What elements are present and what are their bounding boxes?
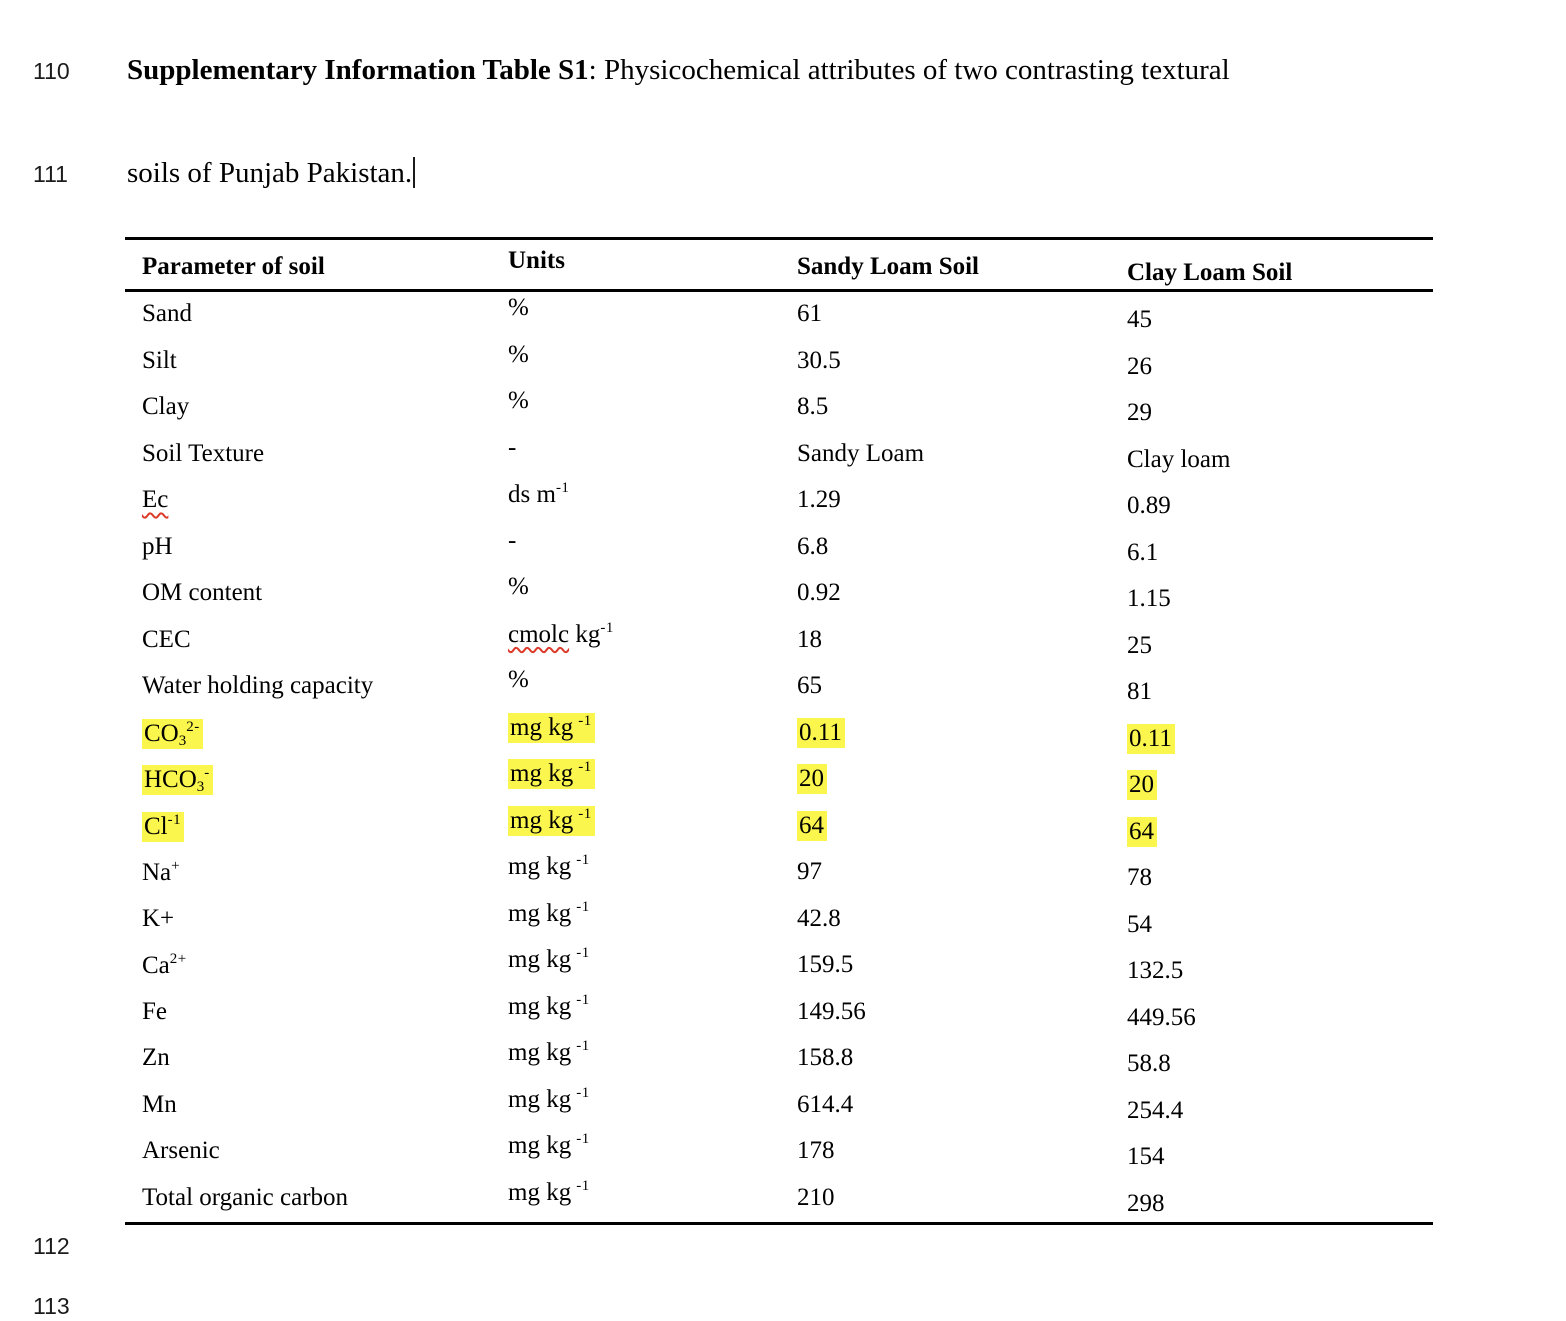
cell-units: mg kg $^{-1}$ [508, 852, 590, 880]
cell-sandy-loam-value: 61 [797, 300, 822, 327]
cell-clay-loam-value: 154 [1127, 1143, 1165, 1170]
cell-clay-loam-value: 6.1 [1127, 538, 1159, 566]
cell-clay-loam-value: 1.15 [1127, 585, 1171, 612]
cell-clay-loam-value: 58.8 [1127, 1050, 1171, 1077]
text-cursor [413, 157, 415, 188]
cell-units: % [508, 294, 529, 321]
soil-attributes-table [125, 237, 1433, 1225]
cell-sandy-loam-value: 30.5 [797, 346, 841, 374]
cell-units: mg kg $^{-1}$ [508, 1084, 590, 1113]
cell-units: mg kg $^{-1}$ [508, 705, 797, 752]
cell-clay-loam-value: 64 [1127, 810, 1433, 857]
line-number: 112 [33, 1233, 70, 1259]
column-header-clay-loam: Clay Loam Soil [1127, 259, 1293, 286]
table-body [125, 292, 1433, 1222]
line-number: 111 [33, 161, 68, 187]
cell-parameter: OM content [142, 579, 263, 606]
cell-units: cmolc $kg^{-1}$ [508, 619, 614, 648]
cell-units: mg kg $^{-1}$ [508, 898, 590, 927]
cell-parameter: K+ [142, 904, 175, 932]
cell-clay-loam-value: 132.5 [1127, 957, 1184, 984]
cell-units: mg kg $^{-1}$ [508, 798, 797, 845]
cell-parameter: $HCO_3^-$ [125, 757, 508, 804]
cell-units: mg kg $^{-1}$ [508, 1131, 590, 1159]
cell-clay-loam-value: 54 [1127, 910, 1152, 938]
cell-clay-loam-value: 20 [1127, 763, 1433, 810]
cell-parameter: Sand [142, 300, 192, 327]
cell-parameter: pH [142, 532, 173, 560]
table-row [125, 1176, 1433, 1223]
line-number: 113 [33, 1293, 70, 1319]
cell-sandy-loam-value: 158.8 [797, 1044, 854, 1071]
column-header-sandy-loam: Sandy Loam Soil [797, 253, 980, 280]
cell-units: - [508, 526, 517, 554]
cell-sandy-loam-value: 1.29 [797, 486, 841, 513]
cell-units: mg kg $^{-1}$ [508, 1038, 590, 1066]
cell-parameter: $Cl^{-1}$ [125, 804, 508, 851]
cell-clay-loam-value: 0.11 [1127, 717, 1433, 764]
cell-sandy-loam-value: 159.5 [797, 951, 854, 978]
cell-clay-loam-value: 298 [1127, 1189, 1165, 1217]
cell-clay-loam-value: 0.89 [1127, 492, 1171, 519]
table-header-row [125, 240, 1433, 292]
caption-regular-text: : Physicochemical attributes of two contrasting textural [588, 54, 1230, 86]
cell-clay-loam-value: 29 [1127, 399, 1152, 426]
cell-sandy-loam-value: 65 [797, 672, 822, 699]
cell-clay-loam-value: 26 [1127, 352, 1152, 380]
cell-sandy-loam-value: 20 [797, 757, 1127, 804]
cell-sandy-loam-value: 8.5 [797, 393, 829, 420]
cell-sandy-loam-value: 178 [797, 1137, 835, 1164]
cell-parameter: Mn [142, 1090, 177, 1118]
cell-units: mg kg $^{-1}$ [508, 751, 797, 798]
table-caption-line-1 [127, 54, 1230, 87]
cell-sandy-loam-value: 210 [797, 1183, 835, 1211]
cell-parameter: Total organic carbon [142, 1183, 349, 1211]
cell-parameter: Ec [142, 486, 169, 513]
cell-units: % [508, 387, 529, 414]
cell-sandy-loam-value: Sandy Loam [797, 439, 925, 467]
cell-clay-loam-value: 25 [1127, 631, 1152, 659]
column-header-parameter: Parameter of soil [142, 253, 325, 280]
cell-parameter: $CO_3^{2-}$ [125, 711, 508, 758]
cell-clay-loam-value: 449.56 [1127, 1003, 1196, 1031]
cell-units: % [508, 573, 529, 600]
cell-parameter: Soil Texture [142, 439, 265, 467]
cell-clay-loam-value: 254.4 [1127, 1096, 1184, 1124]
cell-units: mg kg $^{-1}$ [508, 991, 590, 1020]
cell-units: mg kg $^{-1}$ [508, 1177, 590, 1206]
cell-sandy-loam-value: 42.8 [797, 904, 841, 932]
cell-parameter: Clay [142, 393, 190, 420]
cell-units: % [508, 666, 529, 693]
cell-sandy-loam-value: 0.11 [797, 711, 1127, 758]
caption-line2-text: soils of Punjab Pakistan. [127, 157, 413, 189]
cell-units: - [508, 433, 517, 461]
cell-sandy-loam-value: 149.56 [797, 997, 866, 1025]
cell-sandy-loam-value: 64 [797, 804, 1127, 851]
cell-clay-loam-value: Clay loam [1127, 445, 1231, 473]
table-caption-line-2 [127, 157, 415, 190]
column-header-units: Units [508, 247, 565, 274]
cell-clay-loam-value: 81 [1127, 678, 1152, 705]
cell-parameter: Water holding capacity [142, 672, 374, 699]
cell-parameter: Fe [142, 997, 167, 1025]
cell-parameter: Arsenic [142, 1137, 220, 1164]
cell-parameter: Silt [142, 346, 177, 374]
cell-clay-loam-value: 45 [1127, 306, 1152, 333]
cell-units: % [508, 340, 529, 368]
cell-parameter: Zn [142, 1044, 170, 1071]
cell-sandy-loam-value: 6.8 [797, 532, 829, 560]
line-number: 110 [33, 58, 70, 84]
caption-bold-text: Supplementary Information Table S1 [127, 54, 589, 86]
cell-sandy-loam-value: 18 [797, 625, 822, 653]
cell-units: mg kg $^{-1}$ [508, 945, 590, 973]
cell-parameter: $Ca^{2+}$ [142, 951, 187, 979]
cell-sandy-loam-value: 614.4 [797, 1090, 854, 1118]
cell-sandy-loam-value: 97 [797, 858, 822, 885]
cell-parameter: CEC [142, 625, 191, 653]
cell-units: ds $m^{-1}$ [508, 480, 570, 508]
cell-clay-loam-value: 78 [1127, 864, 1152, 891]
cell-parameter: Na+ [142, 858, 181, 886]
cell-sandy-loam-value: 0.92 [797, 579, 841, 606]
